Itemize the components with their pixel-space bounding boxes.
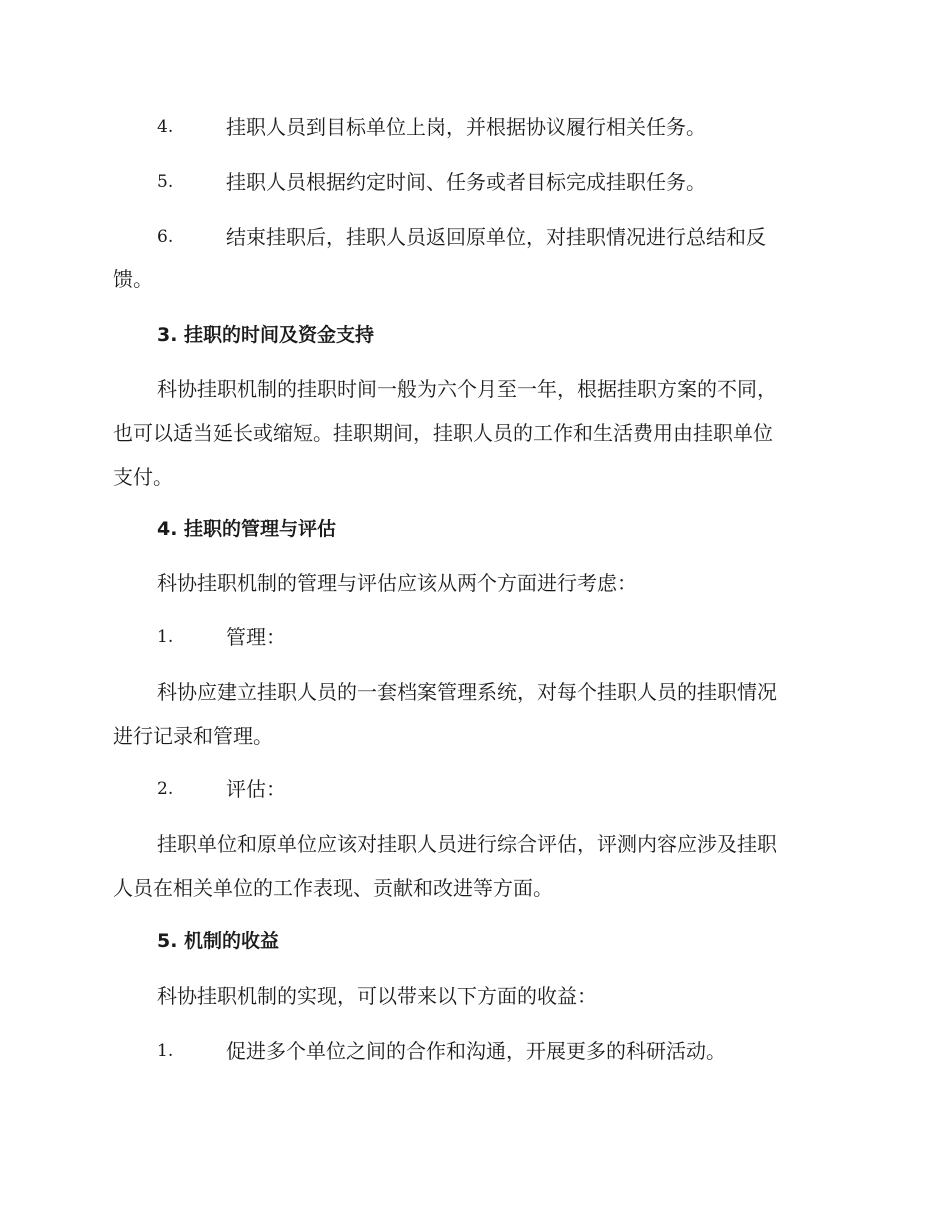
list-item	[113, 615, 833, 659]
paragraph-line: 科协挂职机制的挂职时间一般为六个月至一年，根据挂职方案的不同，	[157, 377, 777, 401]
paragraph	[113, 561, 833, 605]
paragraph	[113, 367, 833, 499]
list-item	[113, 215, 833, 259]
paragraph-line: 人员在相关单位的工作表现、贡献和改进等方面。	[113, 876, 553, 900]
list-item	[113, 1029, 833, 1073]
paragraph-line: 挂职单位和原单位应该对挂职人员进行综合评估，评测内容应涉及挂职	[157, 832, 777, 856]
list-text: 促进多个单位之间的合作和沟通，开展更多的科研活动。	[226, 1039, 726, 1063]
paragraph-line: 也可以适当延长或缩短。挂职期间，挂职人员的工作和生活费用由挂职单位	[113, 421, 773, 445]
paragraph	[113, 670, 833, 758]
list-text: 挂职人员根据约定时间、任务或者目标完成挂职任务。	[226, 170, 706, 194]
list-number: 1.	[157, 627, 174, 647]
paragraph	[113, 822, 833, 910]
paragraph-line: 科协挂职机制的实现，可以带来以下方面的收益：	[157, 984, 597, 1008]
list-number: 1.	[157, 1041, 174, 1061]
section-heading: 5. 机制的收益	[157, 930, 280, 952]
list-text: 挂职人员到目标单位上岗，并根据协议履行相关任务。	[226, 115, 706, 139]
paragraph	[113, 974, 833, 1018]
paragraph-line: 科协应建立挂职人员的一套档案管理系统，对每个挂职人员的挂职情况	[157, 680, 777, 704]
section-heading: 4. 挂职的管理与评估	[157, 518, 337, 540]
list-number: 6.	[157, 227, 174, 247]
list-text: 管理：	[226, 625, 286, 649]
list-number: 2.	[157, 779, 174, 799]
paragraph-line: 科协挂职机制的管理与评估应该从两个方面进行考虑：	[157, 571, 637, 595]
paragraph-line: 支付。	[113, 465, 173, 489]
list-item	[113, 160, 833, 204]
list-text: 结束挂职后，挂职人员返回原单位，对挂职情况进行总结和反	[226, 225, 766, 249]
list-number: 5.	[157, 172, 174, 192]
section-heading: 3. 挂职的时间及资金支持	[157, 324, 375, 346]
paragraph-line: 进行记录和管理。	[113, 724, 273, 748]
list-number: 4.	[157, 117, 174, 137]
list-item	[113, 767, 833, 811]
list-item-continuation: 馈。	[113, 267, 153, 291]
list-item	[113, 105, 833, 149]
list-text: 评估：	[226, 777, 286, 801]
